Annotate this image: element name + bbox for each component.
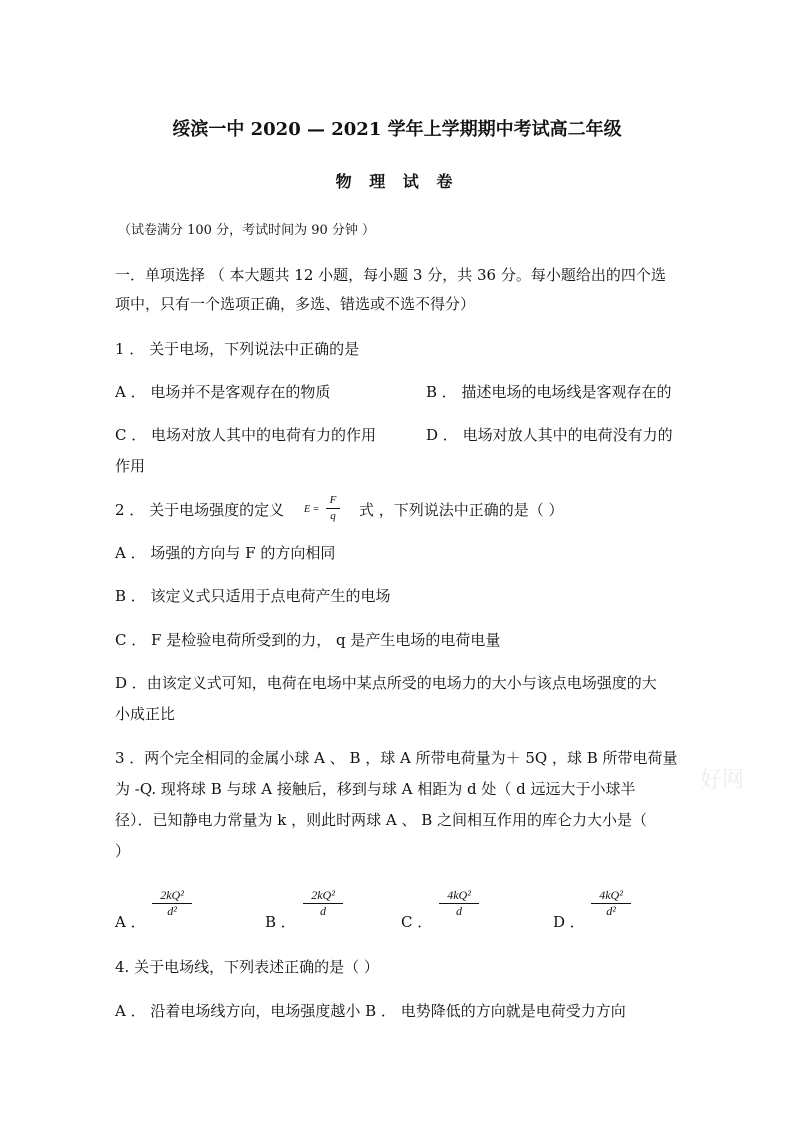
q3-option-b-fraction xyxy=(303,889,343,918)
q1-option-d-line1: D ． 电场对放人其中的电荷没有力的 xyxy=(426,426,673,444)
section-heading-line2: 项中，只有一个选项正确，多选、错选或不选不得分） xyxy=(115,295,476,313)
q3-option-c-numerator: 4kQ² xyxy=(447,888,471,902)
q2-formula-denominator: q xyxy=(330,510,336,522)
q4-options-ab: A ． 沿着电场线方向，电场强度越小 B ． 电势降低的方向就是电荷受力方向 xyxy=(115,1002,626,1020)
q1-option-c: C ． 电场对放人其中的电荷有力的作用 xyxy=(115,426,377,444)
q2-formula-fraction xyxy=(326,494,340,523)
subject-title: 物 理 试 卷 xyxy=(335,172,459,191)
q3-option-a-fraction xyxy=(152,889,192,918)
q3-option-d-denominator: d² xyxy=(606,904,616,918)
q2-stem-pre: 2 ． 关于电场强度的定义 xyxy=(115,501,285,519)
q1-option-a: A ． 电场并不是客观存在的物质 xyxy=(115,383,331,401)
q3-option-a-numerator: 2kQ² xyxy=(160,888,184,902)
q3-option-d-fraction xyxy=(591,889,631,918)
q3-line3: 径）．已知静电力常量为 k ，则此时两球 A 、 B 之间相互作用的库仑力大小是（ xyxy=(115,811,648,829)
q3-option-b-numerator: 2kQ² xyxy=(311,888,335,902)
q1-option-d-line2: 作用 xyxy=(115,457,146,475)
q3-option-c-denominator: d xyxy=(456,904,462,918)
q2-option-a: A ． 场强的方向与 F 的方向相同 xyxy=(115,544,336,562)
page-title: 绥滨一中 2020 — 2021 学年上学期期中考试高二年级 xyxy=(172,119,622,140)
q3-line4: ） xyxy=(115,842,131,860)
q3-line1: 3 ．两个完全相同的金属小球 A 、 B ，球 A 所带电荷量为＋ 5Q ，球 B 所带电荷量 xyxy=(115,749,678,767)
q3-option-a-label: A ． xyxy=(115,913,146,931)
exam-note: （试卷满分 100 分，考试时间为 90 分钟 ） xyxy=(118,223,376,238)
q3-option-b-label: B ． xyxy=(265,913,296,931)
q2-option-c: C ． F 是检验电荷所受到的力， q 是产生电场的电荷电量 xyxy=(115,631,501,649)
watermark: 好网 xyxy=(700,767,745,792)
section-heading-line1: 一．单项选择 （ 本大题共 12 小题，每小题 3 分，共 36 分。每小题给出的四个选 xyxy=(115,266,666,284)
q3-option-c-fraction xyxy=(439,889,479,918)
q3-option-d-label: D ． xyxy=(553,913,585,931)
q3-option-d-numerator: 4kQ² xyxy=(599,888,623,902)
q2-option-d-line2: 小成正比 xyxy=(115,705,176,723)
q3-option-c-label: C ． xyxy=(401,913,433,931)
q1-stem: 1 ． 关于电场，下列说法中正确的是 xyxy=(115,340,360,358)
fraction-bar xyxy=(326,508,340,509)
q2-option-b: B ． 该定义式只适用于点电荷产生的电场 xyxy=(115,587,391,605)
q1-option-b: B ． 描述电场的电场线是客观存在的 xyxy=(426,383,672,401)
q2-stem-post: 式 ，下列说法中正确的是（ ） xyxy=(359,501,564,519)
q3-option-a-denominator: d² xyxy=(167,904,177,918)
q2-formula-lhs: E = xyxy=(304,504,320,515)
q3-option-b-denominator: d xyxy=(320,904,326,918)
q4-stem: 4. 关于电场线，下列表述正确的是（ ） xyxy=(115,958,379,976)
q3-line2: 为 -Q. 现将球 B 与球 A 接触后，移到与球 A 相距为 d 处（ d 远远大于小球半 xyxy=(115,780,636,798)
q2-option-d-line1: D ．由该定义式可知，电荷在电场中某点所受的电场力的大小与该点电场强度的大 xyxy=(115,674,657,692)
q2-formula-numerator: F xyxy=(329,494,337,506)
